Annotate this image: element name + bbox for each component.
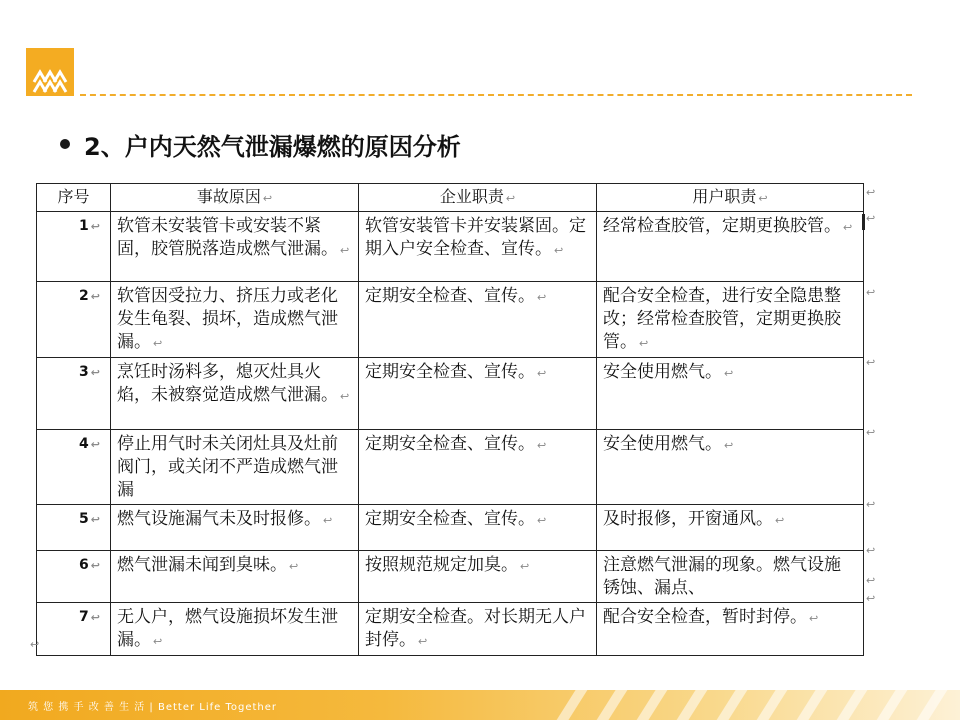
cell-cause: 燃气泄漏未闻到臭味。 ↩ xyxy=(111,551,359,603)
table-row xyxy=(37,212,864,282)
cell-no: 3 ↩ xyxy=(37,358,111,430)
row-end-mark: ↩ xyxy=(866,498,876,511)
table-row xyxy=(37,505,864,551)
footer-band xyxy=(0,690,960,720)
cell-no: 7 ↩ xyxy=(37,603,111,656)
row-end-mark: ↩ xyxy=(866,356,876,369)
row-end-mark: ↩ xyxy=(866,592,876,605)
slide-title xyxy=(60,126,461,162)
cell-company: 定期安全检查、宣传。 ↩ xyxy=(359,282,597,358)
cell-cause: 软管未安装管卡或安装不紧固，胶管脱落造成燃气泄漏。 ↩ xyxy=(111,212,359,282)
cell-no: 5 ↩ xyxy=(37,505,111,551)
table-row xyxy=(37,358,864,430)
cell-user: 安全使用燃气。 ↩ xyxy=(597,358,864,430)
cell-company: 定期安全检查。对长期无人户封停。 ↩ xyxy=(359,603,597,656)
row-end-mark: ↩ xyxy=(866,574,876,587)
header-cause: 事故原因 ↩ xyxy=(111,184,359,212)
triple-chevron-logo-icon xyxy=(26,48,74,96)
cell-no: 1 ↩ xyxy=(37,212,111,282)
cell-company: 软管安装管卡并安装紧固。定期入户安全检查、宣传。 ↩ xyxy=(359,212,597,282)
table-header-row xyxy=(37,184,864,212)
paragraph-end-mark: ↩ xyxy=(30,638,40,651)
footer-slogan: 筑 您 携 手 改 善 生 活 | Better Life Together xyxy=(28,702,278,713)
cell-user: 经常检查胶管，定期更换胶管。 ↩ xyxy=(597,212,864,282)
cell-cause: 燃气设施漏气未及时报修。 ↩ xyxy=(111,505,359,551)
cell-cause: 无人户，燃气设施损坏发生泄漏。 ↩ xyxy=(111,603,359,656)
table-row xyxy=(37,603,864,656)
cell-company: 定期安全检查、宣传。 ↩ xyxy=(359,505,597,551)
cell-user: 配合安全检查，暂时封停。 ↩ xyxy=(597,603,864,656)
cause-analysis-table xyxy=(36,183,864,656)
row-end-mark: ↩ xyxy=(866,212,876,225)
cell-cause: 停止用气时未关闭灶具及灶前阀门，或关闭不严造成燃气泄漏 xyxy=(111,430,359,505)
row-end-mark: ↩ xyxy=(866,426,876,439)
row-end-mark: ↩ xyxy=(866,186,876,199)
header-user: 用户职责 ↩ xyxy=(597,184,864,212)
brand-logo xyxy=(26,48,74,96)
table-row xyxy=(37,282,864,358)
table-row xyxy=(37,430,864,505)
table-row xyxy=(37,551,864,603)
row-end-mark: ↩ xyxy=(866,286,876,299)
cell-user: 配合安全检查，进行安全隐患整改；经常检查胶管，定期更换胶管。 ↩ xyxy=(597,282,864,358)
header-dashed-rule xyxy=(80,94,912,96)
cell-user: 安全使用燃气。 ↩ xyxy=(597,430,864,505)
header-no: 序号 xyxy=(37,184,111,212)
bullet-dot-icon xyxy=(60,139,70,149)
cell-company: 按照规范规定加臭。 ↩ xyxy=(359,551,597,603)
cell-no: 6 ↩ xyxy=(37,551,111,603)
cell-cause: 烹饪时汤料多，熄灭灶具火焰，未被察觉造成燃气泄漏。 ↩ xyxy=(111,358,359,430)
cell-company: 定期安全检查、宣传。 ↩ xyxy=(359,358,597,430)
footer-stripes-decoration xyxy=(540,690,960,720)
cell-no: 4 ↩ xyxy=(37,430,111,505)
cell-company: 定期安全检查、宣传。 ↩ xyxy=(359,430,597,505)
cell-boundary-marker xyxy=(862,214,865,230)
cell-user: 注意燃气泄漏的现象。燃气设施锈蚀、漏点、 xyxy=(597,551,864,603)
slide-title-text: 2、户内天然气泄漏爆燃的原因分析 xyxy=(84,132,461,161)
cell-user: 及时报修，开窗通风。 ↩ xyxy=(597,505,864,551)
row-end-mark: ↩ xyxy=(866,544,876,557)
cell-no: 2 ↩ xyxy=(37,282,111,358)
header-company: 企业职责 ↩ xyxy=(359,184,597,212)
cell-cause: 软管因受拉力、挤压力或老化发生龟裂、损坏，造成燃气泄漏。 ↩ xyxy=(111,282,359,358)
